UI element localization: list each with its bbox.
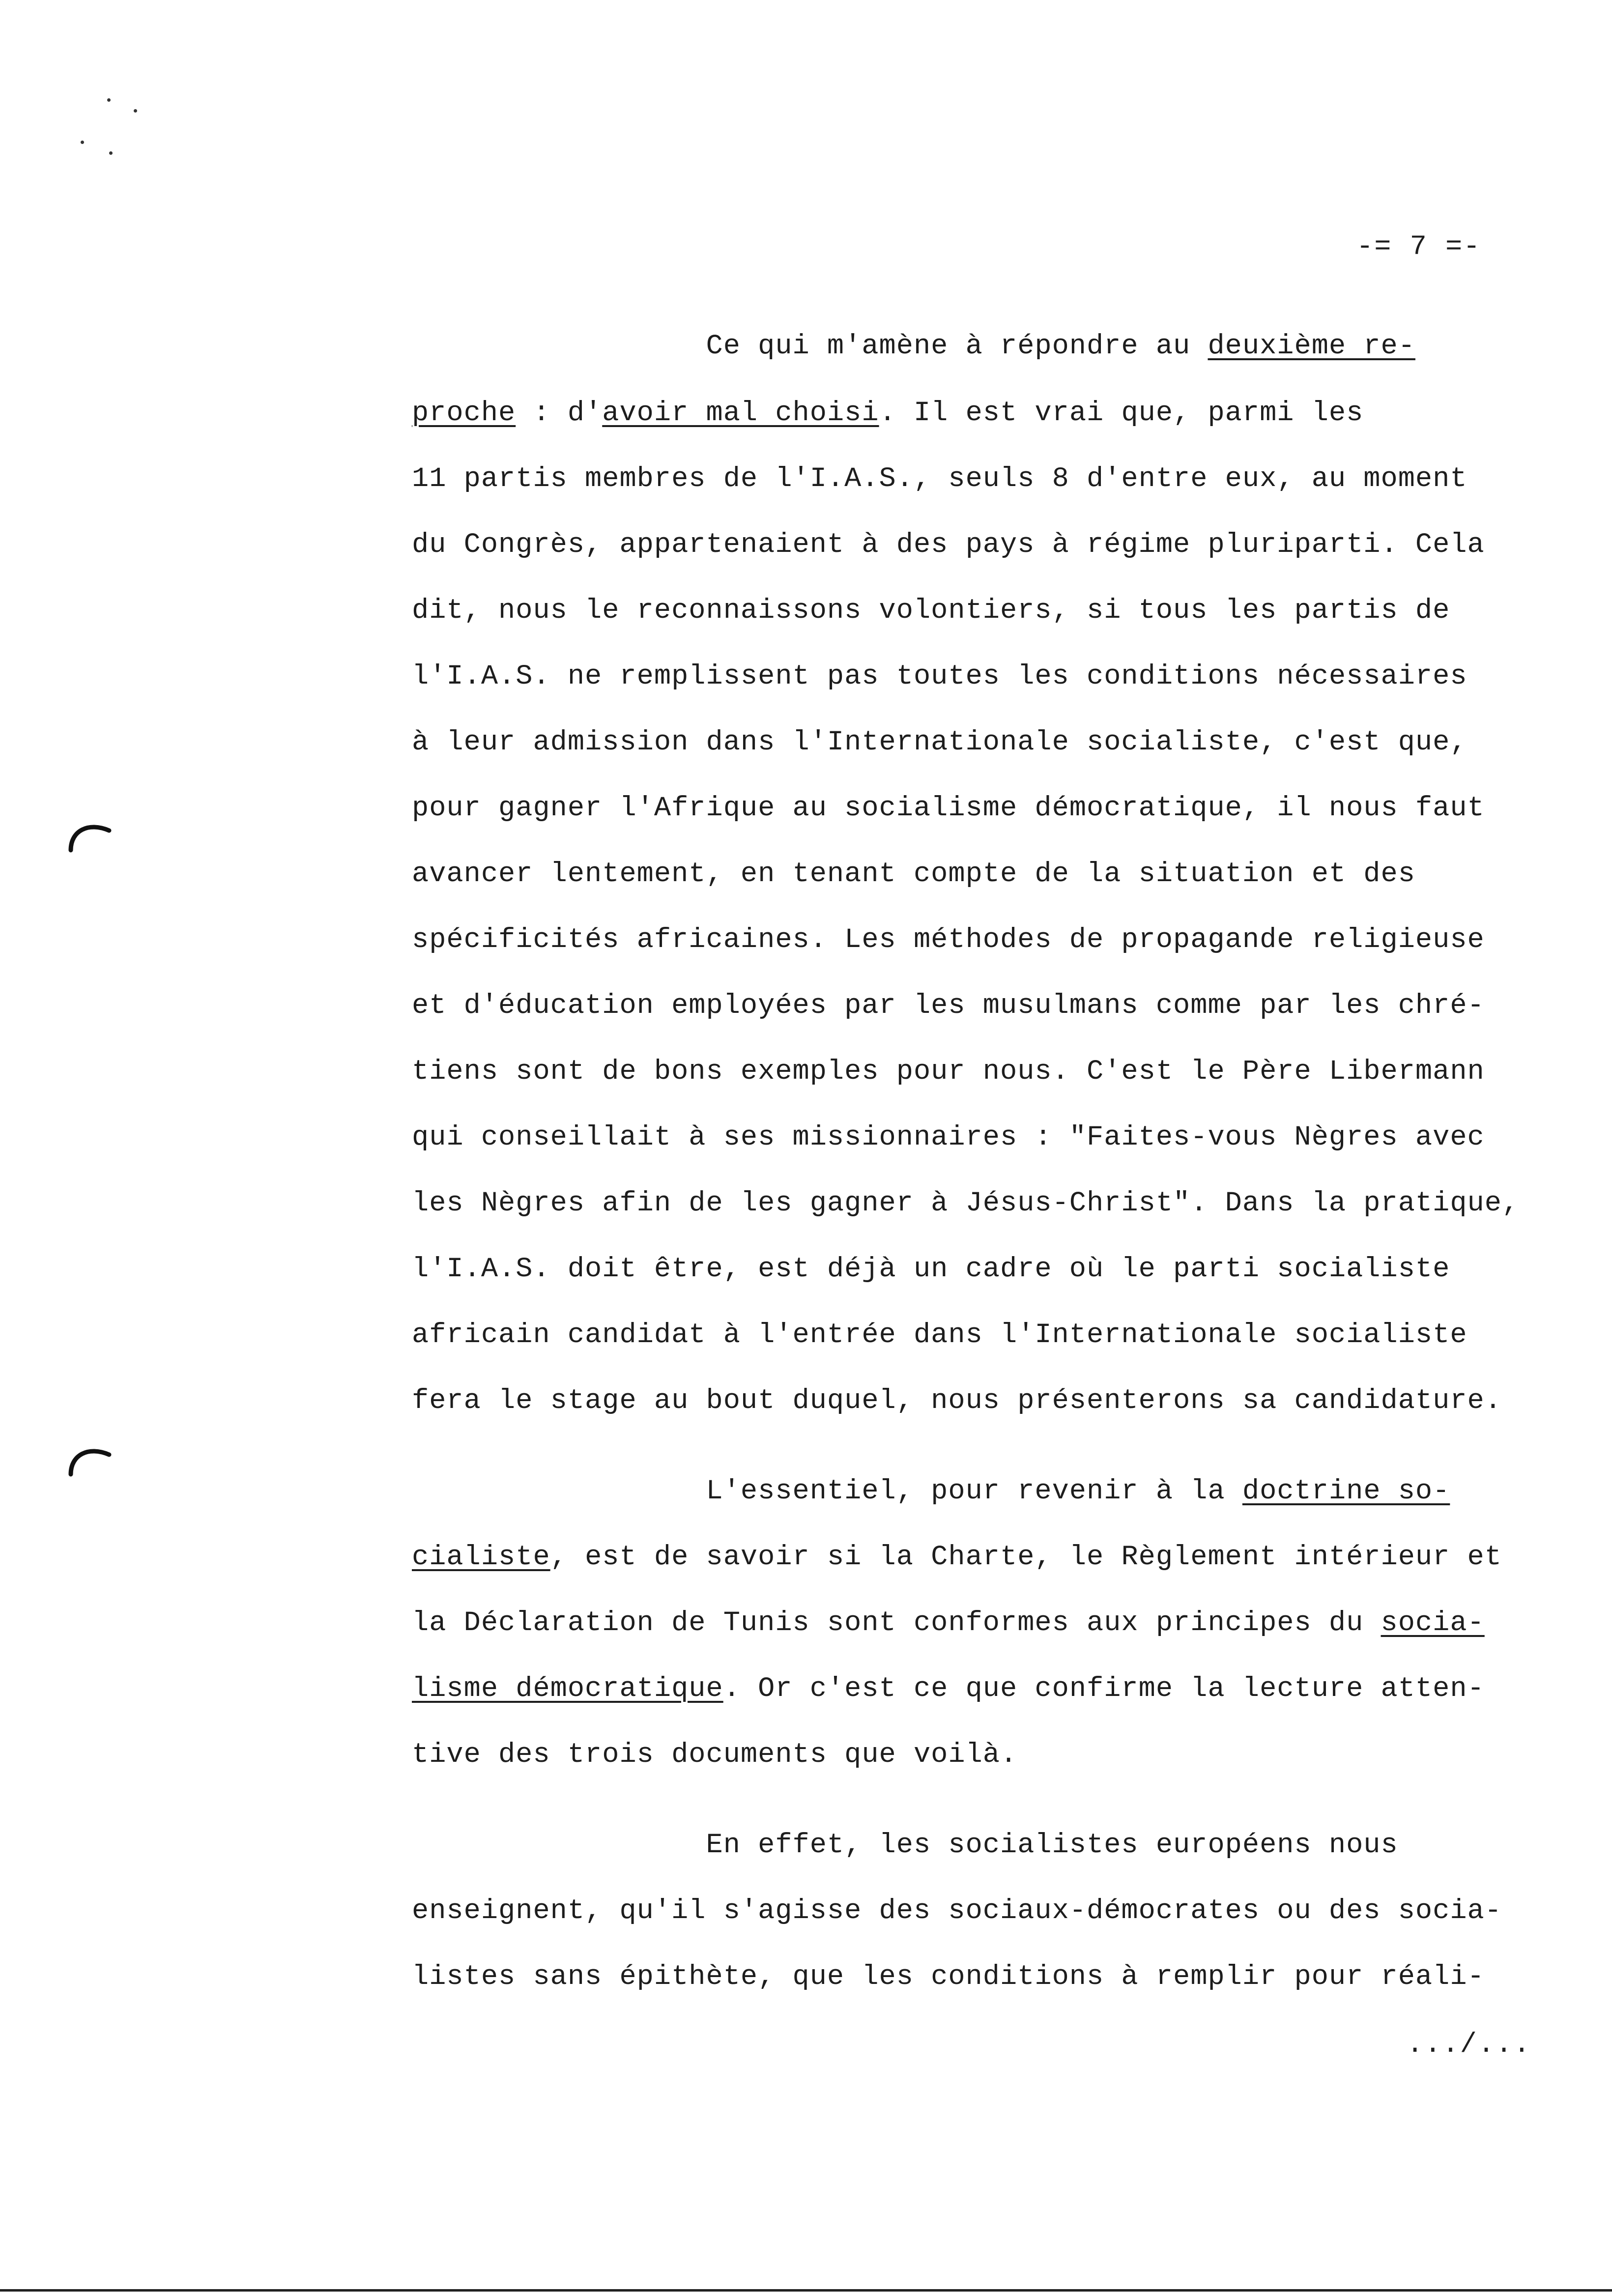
underlined-phrase: doctrine so- <box>1242 1476 1450 1507</box>
text-segment: tive des trois documents que voilà. <box>412 1739 1018 1771</box>
underlined-phrase: cialiste <box>412 1542 550 1573</box>
text-segment: L'essentiel, pour revenir à la <box>412 1476 1242 1507</box>
text-line <box>412 329 1552 364</box>
text-line <box>412 1828 1552 1863</box>
text-segment: tiens sont de bons exemples pour nous. C'est le Père Libermann <box>412 1056 1485 1088</box>
text-segment: fera le stage au bout duquel, nous présenterons sa candidature. <box>412 1385 1502 1417</box>
text-segment: l'I.A.S. doit être, est déjà un cadre où le parti socialiste <box>412 1254 1450 1285</box>
text-segment: : d' <box>516 398 603 429</box>
scan-speck <box>107 98 111 102</box>
text-segment: les Nègres afin de les gagner à Jésus-Christ". Dans la pratique, <box>412 1188 1520 1219</box>
text-segment: à leur admission dans l'Internationale socialiste, c'est que, <box>412 727 1468 758</box>
text-segment: . Or c'est ce que confirme la lecture atten- <box>723 1673 1485 1705</box>
text-segment: listes sans épithète, que les conditions à remplir pour réali- <box>412 1961 1485 1993</box>
text-line <box>412 594 1552 628</box>
text-line <box>412 528 1552 562</box>
text-segment: enseignent, qu'il s'agisse des sociaux-démocrates ou des socia- <box>412 1895 1502 1927</box>
text-line <box>412 1120 1552 1155</box>
text-line <box>412 725 1552 760</box>
text-line <box>412 1960 1552 1994</box>
text-segment: qui conseillait à ses missionnaires : "Faites-vous Nègres avec <box>412 1122 1485 1153</box>
text-line <box>412 1672 1552 1706</box>
underlined-phrase: deuxième re- <box>1208 331 1415 362</box>
scan-speck <box>81 141 84 144</box>
text-segment: spécificités africaines. Les méthodes de propagande religieuse <box>412 924 1485 956</box>
text-line <box>412 1055 1552 1089</box>
underlined-phrase: lisme démocratique <box>412 1673 723 1705</box>
text-line <box>412 791 1552 826</box>
underlined-phrase: proche <box>412 398 516 429</box>
scan-speck <box>134 109 137 113</box>
underlined-phrase: avoir mal choisi <box>602 398 879 429</box>
text-segment: africain candidat à l'entrée dans l'Internationale socialiste <box>412 1320 1468 1351</box>
text-line <box>412 462 1552 496</box>
text-segment: En effet, les socialistes européens nous <box>412 1830 1398 1861</box>
text-segment: , est de savoir si la Charte, le Règlement intérieur et <box>550 1542 1502 1573</box>
text-line <box>412 660 1552 694</box>
text-segment: l'I.A.S. ne remplissent pas toutes les conditions nécessaires <box>412 661 1468 692</box>
underlined-phrase: socia- <box>1381 1607 1485 1639</box>
text-segment: du Congrès, appartenaient à des pays à régime pluriparti. Cela <box>412 529 1485 561</box>
text-line <box>412 923 1552 957</box>
text-segment: la Déclaration de Tunis sont conformes aux principes du <box>412 1607 1381 1639</box>
text-segment: et d'éducation employées par les musulmans comme par les chré- <box>412 990 1485 1022</box>
text-line <box>412 1252 1552 1287</box>
text-segment: dit, nous le reconnaissons volontiers, si tous les partis de <box>412 595 1450 627</box>
text-line <box>412 1474 1552 1509</box>
continuation-mark: .../... <box>1407 2029 1531 2061</box>
text-segment: 11 partis membres de l'I.A.S., seuls 8 d'entre eux, au moment <box>412 463 1468 495</box>
text-line <box>412 1186 1552 1221</box>
text-line <box>412 1540 1552 1575</box>
text-line <box>412 857 1552 891</box>
page-number: -= 7 =- <box>1356 231 1481 263</box>
bottom-edge-line <box>0 2289 1612 2292</box>
text-line <box>412 396 1552 430</box>
text-segment: Ce qui m'amène à répondre au <box>412 331 1208 362</box>
text-segment: pour gagner l'Afrique au socialisme démocratique, il nous faut <box>412 793 1485 824</box>
text-segment: . Il est vrai que, parmi les <box>879 398 1364 429</box>
punch-hole-mark-top <box>64 816 113 855</box>
text-line <box>412 1738 1552 1772</box>
text-segment: avancer lentement, en tenant compte de la situation et des <box>412 859 1415 890</box>
text-line <box>412 989 1552 1023</box>
text-line <box>412 1384 1552 1418</box>
text-line <box>412 1606 1552 1640</box>
scan-speck <box>109 151 113 155</box>
text-line <box>412 1318 1552 1352</box>
punch-hole-mark-bottom <box>64 1440 113 1479</box>
text-line <box>412 1894 1552 1928</box>
